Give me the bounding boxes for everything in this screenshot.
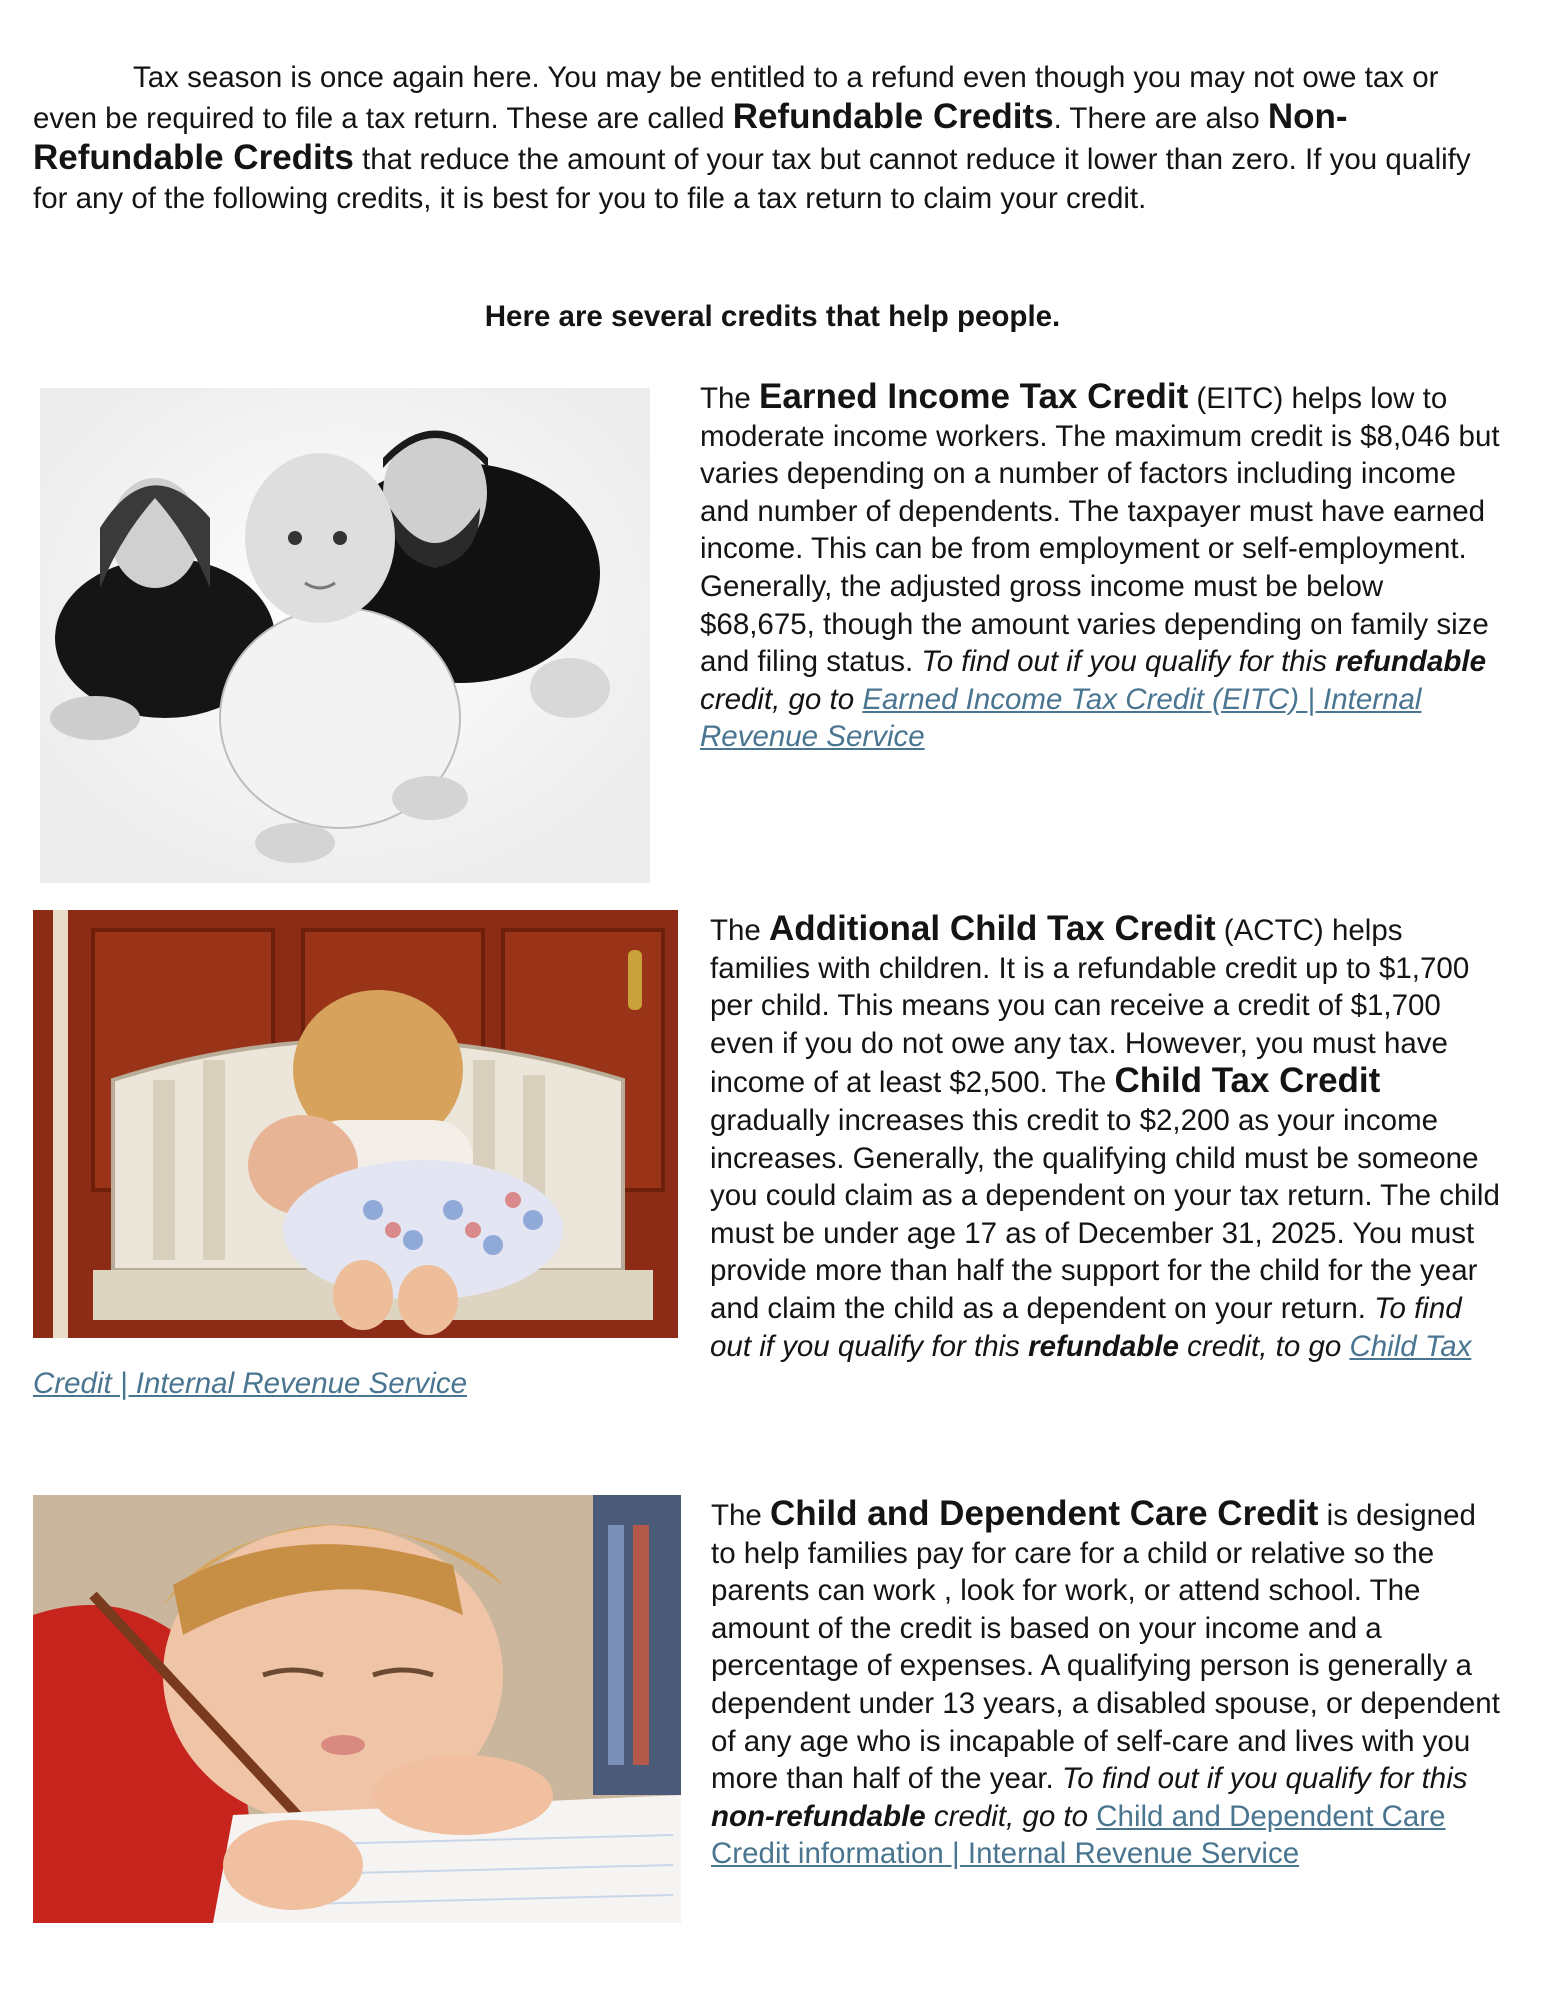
siblings-photo [33, 910, 678, 1338]
section-subheading: Here are several credits that help people. [484, 300, 1061, 333]
non-refundable-credits-term: Non-Refundable Credits [33, 97, 1348, 177]
cdcc-link[interactable]: Child and Dependent Care Credit information | Internal Revenue Service [711, 1799, 1446, 1871]
actc-body-2: gradually increases this credit to $2,200 as your income increases. Generally, the qualifying child must be someone you could claim as a dependent on your tax return. The child must be under age 17 as of December 31, 2025. You must provide more than half the support for the child for the year and claim the child as a dependent on your return. [710, 1103, 1500, 1325]
child-tax-credit-title: Child Tax Credit [1114, 1061, 1381, 1101]
cdcc-lead: The [711, 1499, 771, 1532]
eitc-cta-pre: To find out if you qualify for this [921, 645, 1336, 679]
intro-text-1: Tax season is once again here. You may be entitled to a refund even though you may not owe tax or even be required to file a tax return. These are called [33, 61, 1439, 135]
child-drawing-photo [33, 1495, 681, 1923]
family-photo [40, 388, 650, 883]
eitc-title: Earned Income Tax Credit [759, 377, 1189, 416]
eitc-cta-post: credit, go to [700, 682, 863, 716]
family-photo-illustration [40, 388, 650, 883]
actc-lead: The [710, 914, 770, 947]
actc-cta-bold: refundable [1028, 1329, 1179, 1363]
actc-cta-pre: To find out if you qualify for this [710, 1291, 1462, 1363]
cdcc-section [33, 1495, 1503, 1923]
eitc-body: (EITC) helps low to moderate income workers. The maximum credit is $8,046 but varies depending on a number of factors including income and number of dependents. The taxpayer must have earned income. This can be from employment or self-employment. Generally, the adjusted gross income must be below $68,675, though the amount varies depending on family size and filing status. [700, 382, 1500, 679]
cdcc-cta-post: credit, go to [925, 1799, 1097, 1833]
actc-section [33, 910, 1503, 1403]
cdcc-cta-bold: non-refundable [711, 1799, 926, 1833]
siblings-photo-illustration [33, 910, 678, 1338]
eitc-cta-bold: refundable [1335, 645, 1486, 679]
eitc-link[interactable]: Earned Income Tax Credit (EITC) | Internal Revenue Service [700, 682, 1422, 754]
intro-paragraph [33, 58, 1503, 218]
actc-cta-post: credit, to go [1178, 1329, 1350, 1363]
child-drawing-photo-illustration [33, 1495, 681, 1923]
cdcc-cta-pre: To find out if you qualify for this [1061, 1762, 1468, 1796]
actc-title: Additional Child Tax Credit [769, 909, 1216, 948]
cdcc-body: is designed to help families pay for care for a child or relative so the parents can work , look for work, or attend school. The amount of the credit is based on your income and a percentage of expenses. A qualifying person is generally a dependent under 13 years, a disabled spouse, or dependent of any age who is incapable of self-care and lives with you more than half of the year. [711, 1499, 1500, 1796]
actc-link[interactable]: Child Tax Credit | Internal Revenue Service [33, 1329, 1472, 1401]
refundable-credits-term: Refundable Credits [732, 97, 1054, 136]
eitc-lead: The [700, 382, 760, 415]
cdcc-title: Child and Dependent Care Credit [770, 1494, 1319, 1533]
intro-text-3: that reduce the amount of your tax but cannot reduce it lower than zero. If you qualify for any of the following credits, it is best for you to file a tax return to claim your credit. [33, 143, 1471, 215]
eitc-section [0, 378, 1505, 883]
actc-body-1: (ACTC) helps families with children. It is a refundable credit up to $1,700 per child. This means you can receive a credit of $1,700 even if you do not owe any tax. However, you must have income of at least $2,500. The [710, 914, 1470, 1100]
intro-text-2: . There are also [1053, 102, 1268, 135]
